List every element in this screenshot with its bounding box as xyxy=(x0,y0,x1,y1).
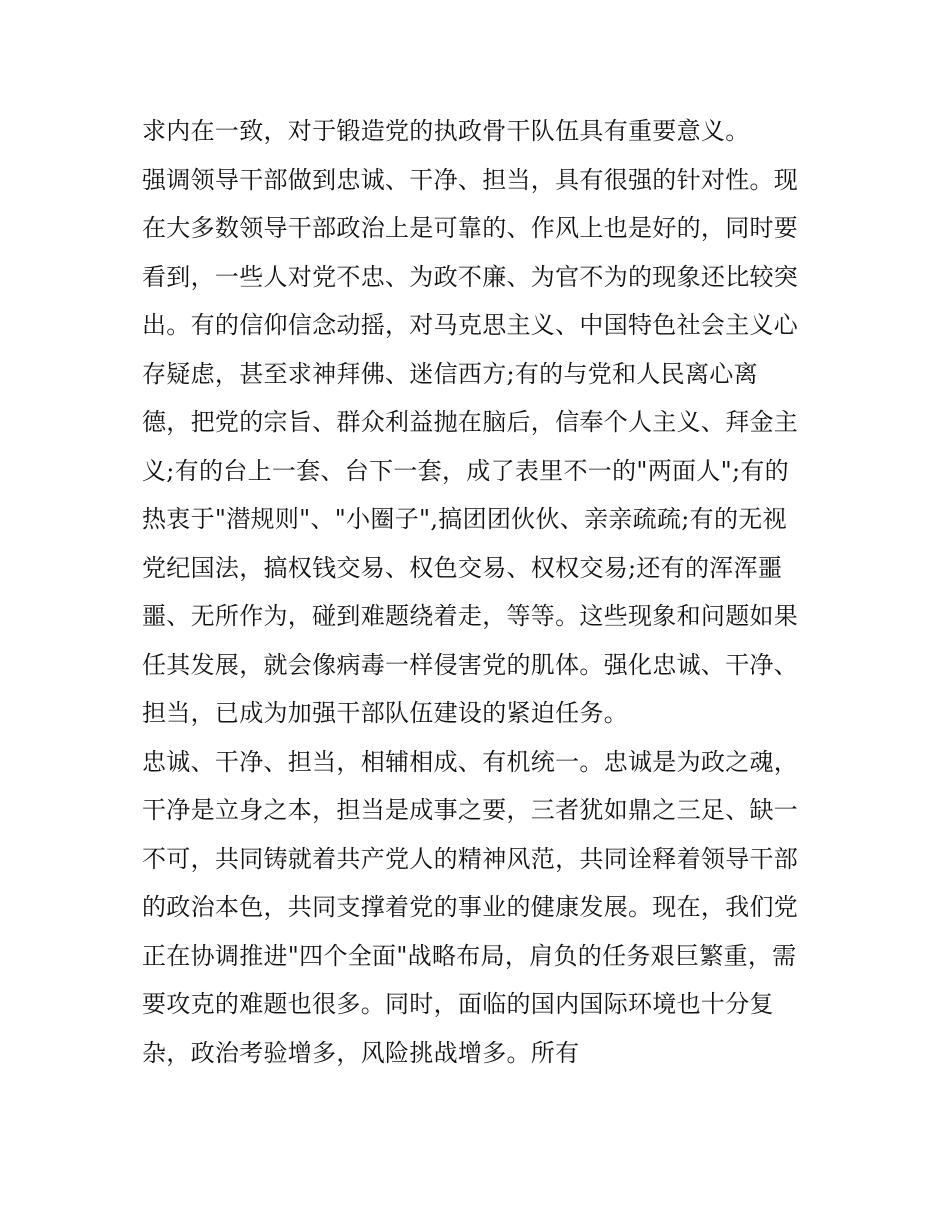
text-line: 噩、无所作为，碰到难题绕着走，等等。这些现象和问题如果 xyxy=(142,602,799,630)
text-line: 的政治本色，共同支撑着党的事业的健康发展。现在，我们党 xyxy=(142,893,799,921)
text-line: 热衷于"潜规则"、"小圈子",搞团团伙伙、亲亲疏疏;有的无视 xyxy=(142,505,787,533)
text-line: 求内在一致，对于锻造党的执政骨干队伍具有重要意义。 xyxy=(142,117,750,145)
text-line: 任其发展，就会像病毒一样侵害党的肌体。强化忠诚、干净、 xyxy=(142,650,799,679)
text-line: 出。有的信仰信念动摇，对马克思主义、中国特色社会主义心 xyxy=(142,311,799,339)
text-line: 忠诚、干净、担当，相辅相成、有机统一。忠诚是为政之魂， xyxy=(142,747,799,776)
body-text xyxy=(142,107,822,1077)
text-line: 德，把党的宗旨、群众利益抛在脑后，信奉个人主义、拜金主 xyxy=(142,408,799,436)
text-line: 干净是立身之本，担当是成事之要，三者犹如鼎之三足、缺一 xyxy=(142,796,799,824)
text-line: 强调领导干部做到忠诚、干净、担当，具有很强的针对性。现 xyxy=(142,165,799,194)
text-line: 不可，共同铸就着共产党人的精神风范，共同诠释着领导干部 xyxy=(142,844,799,873)
text-line: 担当，已成为加强干部队伍建设的紧迫任务。 xyxy=(142,699,628,727)
text-line: 要攻克的难题也很多。同时，面临的国内国际环境也十分复 xyxy=(142,990,774,1018)
text-line: 党纪国法，搞权钱交易、权色交易、权权交易;还有的浑浑噩 xyxy=(142,553,783,582)
text-line: 存疑虑，甚至求神拜佛、迷信西方;有的与党和人民离心离 xyxy=(142,359,758,388)
text-line: 杂，政治考验增多，风险挑战增多。所有 xyxy=(142,1038,580,1067)
text-line: 义;有的台上一套、台下一套，成了表里不一的"两面人";有的 xyxy=(142,456,789,485)
text-line: 在大多数领导干部政治上是可靠的、作风上也是好的，同时要 xyxy=(142,214,799,242)
text-line: 正在协调推进"四个全面"战略布局，肩负的任务艰巨繁重，需 xyxy=(142,941,797,970)
text-line: 看到，一些人对党不忠、为政不廉、为官不为的现象还比较突 xyxy=(142,262,799,291)
